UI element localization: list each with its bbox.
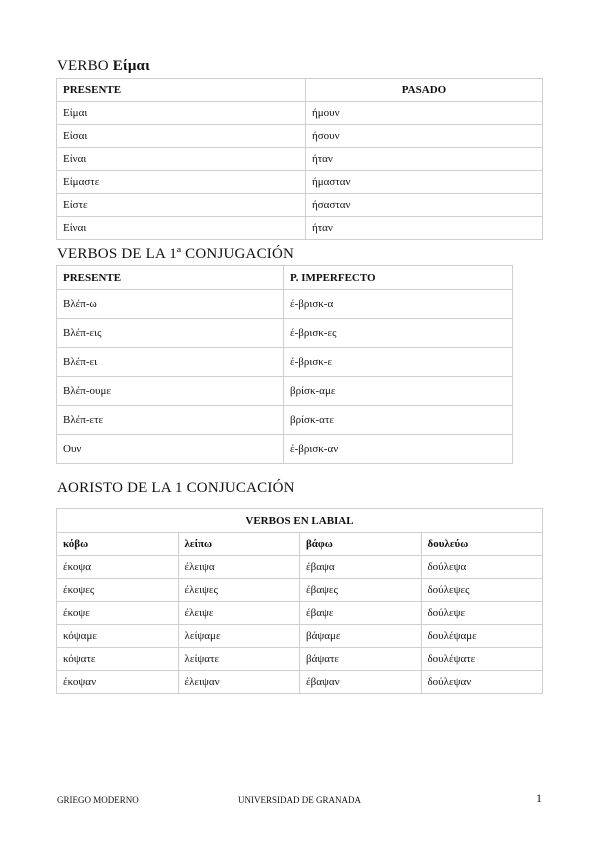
- table-cell: έβαψε: [300, 602, 422, 625]
- section-title-verbo-eimai: [57, 58, 150, 75]
- table-cell: έλειψε: [178, 602, 300, 625]
- table-cell: έβαψες: [300, 579, 422, 602]
- table-cell: ήμασταν: [306, 171, 543, 194]
- table-row: [57, 194, 543, 217]
- table-cell: Ουν: [57, 435, 284, 464]
- table-cell: Βλέπ-ει: [57, 348, 284, 377]
- page-number: 1: [536, 791, 542, 805]
- table-cell: δούλεψες: [421, 579, 543, 602]
- column-header-verb: κόβω: [57, 533, 179, 556]
- table-cell: ήταν: [306, 217, 543, 240]
- table-cell: ήσουν: [306, 125, 543, 148]
- table-title-row: [57, 509, 543, 533]
- table-cell: έκοψες: [57, 579, 179, 602]
- table-row: [57, 148, 543, 171]
- table-cell: κόψατε: [57, 648, 179, 671]
- table-eimai: [56, 78, 543, 240]
- table-conjugacion: [56, 265, 513, 464]
- column-header-presente: PRESENTE: [57, 79, 306, 102]
- table-cell: Είναι: [57, 217, 306, 240]
- table-cell: δούλεψα: [421, 556, 543, 579]
- table-title-verbos-labial: VERBOS EN LABIAL: [57, 509, 543, 533]
- table-cell: έ-βρισκ-αν: [284, 435, 513, 464]
- table-cell: δούλεψε: [421, 602, 543, 625]
- footer-university: UNIVERSIDAD DE GRANADA: [238, 795, 361, 805]
- section-title-greek: Είμαι: [112, 58, 150, 74]
- table-cell: Βλέπ-εις: [57, 319, 284, 348]
- column-header-verb: λείπω: [178, 533, 300, 556]
- table-aoristo: [56, 508, 543, 694]
- table-cell: έβαψα: [300, 556, 422, 579]
- table-cell: έ-βρισκ-α: [284, 290, 513, 319]
- table-cell: Είμαστε: [57, 171, 306, 194]
- table-row: [57, 625, 543, 648]
- section-title-aoristo: AORISTO DE LA 1 CONJUCACIÓN: [57, 480, 295, 496]
- table-row: [57, 377, 513, 406]
- table-cell: έκοψε: [57, 602, 179, 625]
- table-row: [57, 406, 513, 435]
- section-title-text: VERBO: [57, 58, 109, 74]
- table-row: [57, 602, 543, 625]
- table-row: [57, 290, 513, 319]
- table-header-row: [57, 533, 543, 556]
- column-header-imperfecto: P. IMPERFECTO: [284, 266, 513, 290]
- column-header-presente: PRESENTE: [57, 266, 284, 290]
- table-row: [57, 579, 543, 602]
- table-cell: ήταν: [306, 148, 543, 171]
- table-cell: Βλέπ-ετε: [57, 406, 284, 435]
- table-cell: κόψαμε: [57, 625, 179, 648]
- table-cell: δουλέψαμε: [421, 625, 543, 648]
- table-row: [57, 671, 543, 694]
- table-cell: ήμουν: [306, 102, 543, 125]
- table-cell: έλειψαν: [178, 671, 300, 694]
- section-title-conjugacion: VERBOS DE LA 1ª CONJUGACIÓN: [57, 246, 295, 262]
- table-row: [57, 435, 513, 464]
- column-header-verb: δουλεύω: [421, 533, 543, 556]
- table-cell: έ-βρισκ-ε: [284, 348, 513, 377]
- table-row: [57, 348, 513, 377]
- table-row: [57, 102, 543, 125]
- table-header-row: [57, 266, 513, 290]
- table-cell: έ-βρισκ-ες: [284, 319, 513, 348]
- column-header-verb: βάφω: [300, 533, 422, 556]
- table-row: [57, 125, 543, 148]
- table-cell: βάψαμε: [300, 625, 422, 648]
- table-cell: έκοψαν: [57, 671, 179, 694]
- table-cell: Είμαι: [57, 102, 306, 125]
- table-row: [57, 319, 513, 348]
- table-cell: δούλεψαν: [421, 671, 543, 694]
- table-cell: βάψατε: [300, 648, 422, 671]
- table-header-row: [57, 79, 543, 102]
- table-cell: Είσαι: [57, 125, 306, 148]
- column-header-pasado: PASADO: [306, 79, 543, 102]
- table-cell: λείψατε: [178, 648, 300, 671]
- table-row: [57, 648, 543, 671]
- table-cell: Είστε: [57, 194, 306, 217]
- table-row: [57, 556, 543, 579]
- table-cell: Βλέπ-ουμε: [57, 377, 284, 406]
- table-cell: βρίσκ-αμε: [284, 377, 513, 406]
- table-row: [57, 217, 543, 240]
- table-row: [57, 171, 543, 194]
- footer-course: GRIEGO MODERNO: [57, 795, 139, 805]
- table-cell: Βλέπ-ω: [57, 290, 284, 319]
- table-cell: Είναι: [57, 148, 306, 171]
- table-cell: έβαψαν: [300, 671, 422, 694]
- table-cell: έκοψα: [57, 556, 179, 579]
- table-cell: λείψαμε: [178, 625, 300, 648]
- table-cell: δουλέψατε: [421, 648, 543, 671]
- table-cell: βρίσκ-ατε: [284, 406, 513, 435]
- table-cell: ήσασταν: [306, 194, 543, 217]
- table-cell: έλειψες: [178, 579, 300, 602]
- table-cell: έλειψα: [178, 556, 300, 579]
